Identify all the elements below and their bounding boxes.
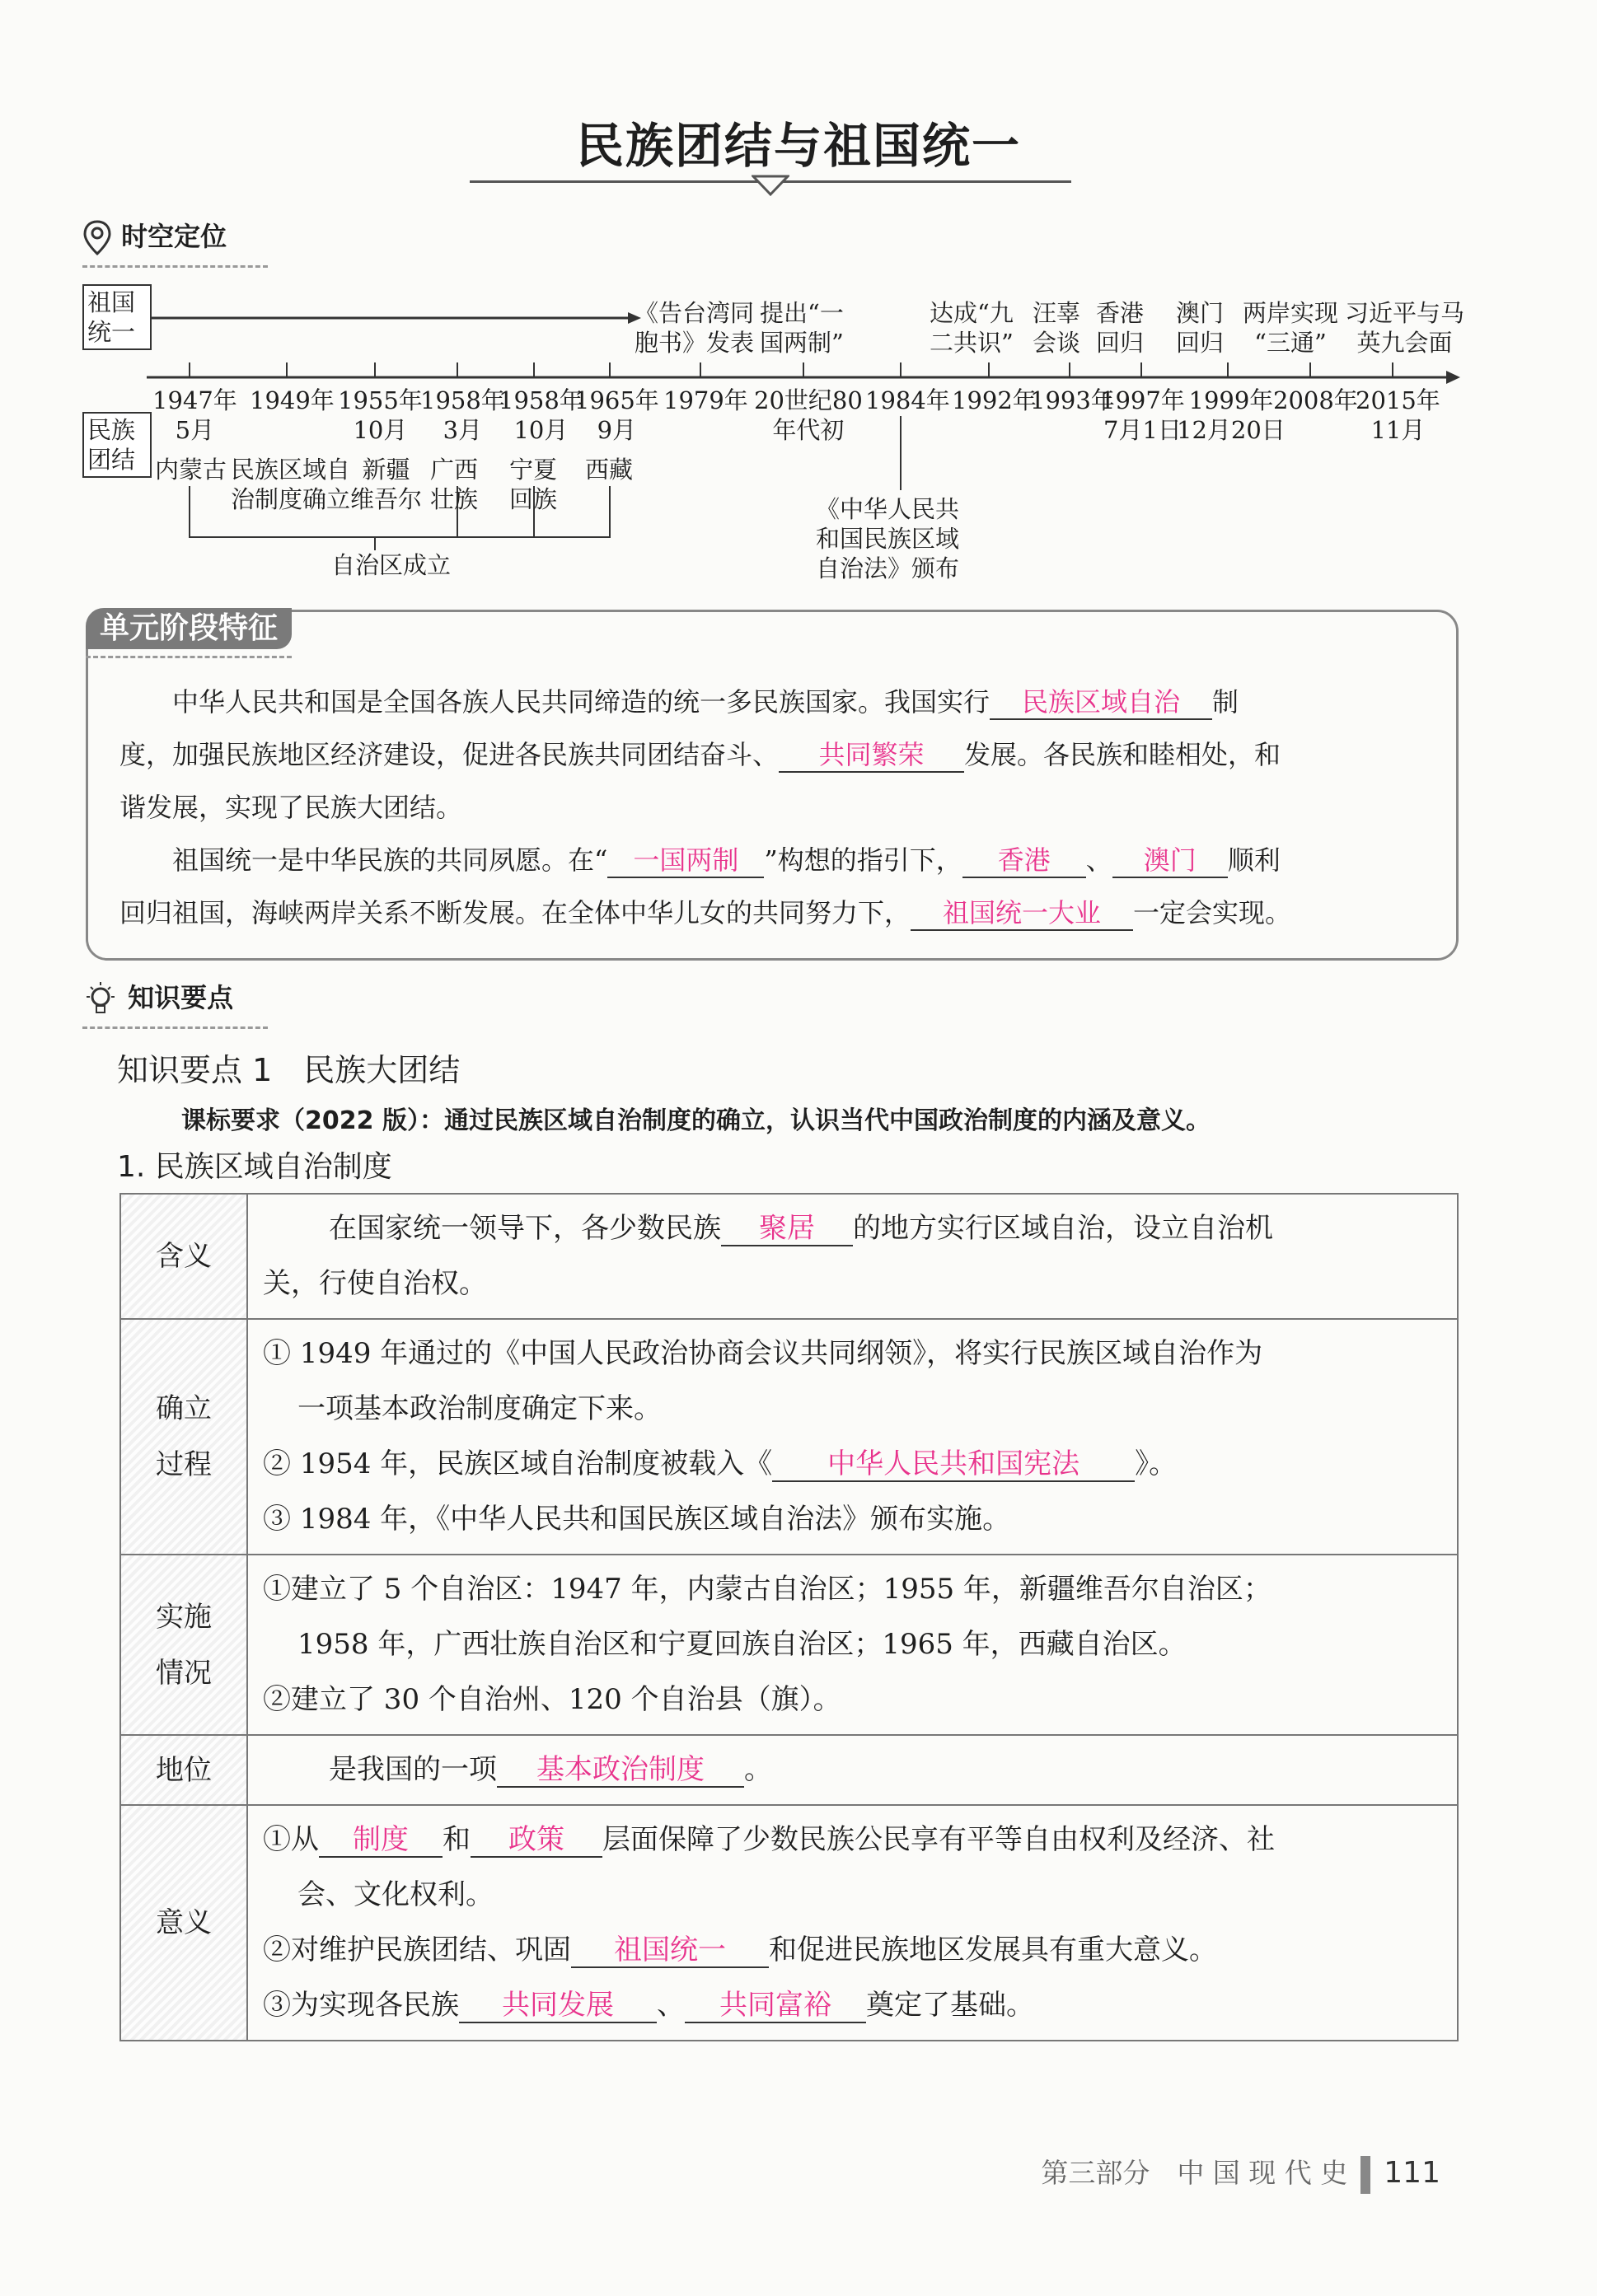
date-1980s: 20世纪80 年代初 bbox=[754, 386, 863, 444]
date-1997: 1997年 7月1日 bbox=[1100, 386, 1185, 444]
timeline-header-text: 时空定位 bbox=[121, 221, 227, 252]
date-1979: 1979年 bbox=[663, 386, 748, 414]
event-regional-autonomy-established: 民族区域自 治制度确立 bbox=[231, 456, 351, 513]
date-1984: 1984年 bbox=[865, 386, 950, 414]
stage-features-label: 单元阶段特征 bbox=[86, 608, 292, 649]
date-1958-october: 1958年 10月 bbox=[499, 386, 583, 444]
date-1965: 1965年 9月 bbox=[574, 386, 659, 444]
event-tibet: 西藏 bbox=[585, 456, 634, 484]
footer-divider bbox=[1360, 2156, 1370, 2194]
table-row bbox=[120, 1735, 1458, 1805]
date-1949: 1949年 bbox=[250, 386, 335, 414]
date-1999: 1999年 12月20日 bbox=[1177, 386, 1286, 444]
knowledge-point-title: 知识要点 1 民族大团结 bbox=[117, 1052, 461, 1088]
knowledge-section-header bbox=[82, 977, 233, 1018]
answer-blank: 共同繁荣 bbox=[779, 738, 964, 773]
autonomous-region-label: 自治区成立 bbox=[331, 551, 452, 579]
event-ningxia: 宁夏 回族 bbox=[509, 456, 558, 513]
row-content-significance: ①从 制度 和 政策 层面保障了少数民族公民享有平等自由权利及经济、社 会、文化权利。 ②对维护民族团结、巩固 祖国统一 和促进民族地区发展具有重大意义。 ③为实现各民族 共同发展 、 共同富裕 奠定了基础。 bbox=[247, 1805, 1458, 2041]
row-label-significance: 意义 bbox=[120, 1805, 247, 2041]
page-number: 111 bbox=[1384, 2156, 1440, 2190]
event-three-links: 两岸实现 “三通” bbox=[1243, 299, 1339, 357]
date-1993: 1993年 bbox=[1030, 386, 1115, 414]
answer-blank: 民族区域自治 bbox=[990, 685, 1212, 720]
row-label-implementation: 实施 情况 bbox=[120, 1555, 247, 1735]
stage-paragraph-1: 中华人民共和国是全国各族人民共同缔造的统一多民族国家。我国实行 民族区域自治 制 度，加强民族地区经济建设，促进各民族共同团结奋斗、 共同繁荣 发展。各民族和睦相处，和 谐发展，实现了民族大团结。 bbox=[119, 686, 1281, 823]
answer-blank: 基本政治制度 bbox=[497, 1753, 744, 1788]
answer-blank: 政策 bbox=[471, 1823, 602, 1858]
footer-section-name: 第三部分 中 国 现 代 史 bbox=[1041, 2157, 1348, 2189]
answer-blank: 祖国统一 bbox=[571, 1934, 769, 1968]
row-label-meaning: 含义 bbox=[120, 1194, 247, 1319]
page-footer bbox=[1041, 2152, 1440, 2194]
answer-blank: 中华人民共和国宪法 bbox=[772, 1447, 1135, 1482]
answer-blank: 香港 bbox=[962, 844, 1086, 878]
stage-paragraph-2: 祖国统一是中华民族的共同夙愿。在“ 一国两制 ”构想的指引下， 香港 、 澳门 顺利 回归祖国，海峡两岸关系不断发展。在全体中华儿女的共同努力下， 祖国统一大业 一定会实现。 bbox=[119, 834, 1430, 939]
event-xinjiang: 新疆 维吾尔 bbox=[350, 456, 423, 513]
timeline-ticks bbox=[190, 362, 1393, 377]
event-taiwan-letter: 《告台湾同 胞书》发表 bbox=[635, 299, 755, 357]
event-macau-return: 澳门 回归 bbox=[1176, 299, 1225, 357]
main-timeline-arrowhead bbox=[1446, 371, 1460, 384]
date-1992: 1992年 bbox=[952, 386, 1037, 414]
answer-blank: 制度 bbox=[319, 1823, 443, 1858]
event-autonomy-law: 《中华人民共 和国民族区域 自治法》颁布 bbox=[816, 495, 960, 582]
lightbulb-icon bbox=[82, 980, 119, 1018]
row-content-meaning: 在国家统一领导下，各少数民族 聚居 的地方实行区域自治，设立自治机 关，行使自治权。 bbox=[247, 1194, 1458, 1319]
subheading-autonomy-system: 1. 民族区域自治制度 bbox=[117, 1150, 392, 1184]
answer-blank: 聚居 bbox=[721, 1212, 853, 1246]
answer-blank: 共同富裕 bbox=[685, 1989, 866, 2023]
answer-blank: 祖国统一大业 bbox=[911, 896, 1133, 931]
row-content-process: ① 1949 年通过的《中国人民政治协商会议共同纲领》，将实行民族区域自治作为 一项基本政治制度确定下来。 ② 1954 年，民族区域自治制度被载入《 中华人民共和国宪法 》。 ③ 1984 年，《中华人民共和国民族区域自治法》颁布实施。 bbox=[247, 1319, 1458, 1555]
ethnic-row-label: 民族 团结 bbox=[82, 412, 152, 478]
table-row bbox=[120, 1319, 1458, 1555]
table-row bbox=[120, 1805, 1458, 2041]
row-content-status: 是我国的一项 基本政治制度 。 bbox=[247, 1735, 1458, 1805]
knowledge-header-text: 知识要点 bbox=[128, 982, 234, 1013]
event-hong-kong-return: 香港 回归 bbox=[1096, 299, 1145, 357]
answer-blank: 共同发展 bbox=[459, 1989, 657, 2023]
event-1992-consensus: 达成“九 二共识” bbox=[930, 299, 1014, 357]
row-label-status: 地位 bbox=[120, 1735, 247, 1805]
answer-blank: 一国两制 bbox=[607, 844, 764, 878]
event-inner-mongolia: 内蒙古 bbox=[155, 456, 227, 484]
event-xi-ma-meeting: 习近平与马 英九会面 bbox=[1345, 299, 1465, 357]
table-row bbox=[120, 1555, 1458, 1735]
date-1947: 1947年 5月 bbox=[152, 386, 237, 444]
curriculum-requirement: 课标要求（2022 版）：通过民族区域自治制度的确立，认识当代中国政治制度的内涵及意义。 bbox=[181, 1106, 1211, 1135]
event-guangxi: 广西 壮族 bbox=[430, 456, 479, 513]
table-row bbox=[120, 1194, 1458, 1319]
event-wang-koo-talks: 汪辜 会谈 bbox=[1033, 299, 1081, 357]
row-label-process: 确立 过程 bbox=[120, 1319, 247, 1555]
date-1955: 1955年 10月 bbox=[338, 386, 423, 444]
date-2015: 2015年 11月 bbox=[1356, 386, 1440, 444]
page-title: 民族团结与祖国统一 bbox=[575, 118, 1021, 174]
event-one-country-two-systems: 提出“一 国两制” bbox=[760, 299, 844, 357]
date-1958-march: 1958年 3月 bbox=[420, 386, 505, 444]
date-2008: 2008年 bbox=[1273, 386, 1358, 414]
answer-blank: 澳门 bbox=[1112, 844, 1228, 878]
autonomy-table bbox=[119, 1193, 1459, 2041]
unity-row-label: 祖国 统一 bbox=[82, 284, 152, 350]
row-content-implementation: ①建立了 5 个自治区：1947 年，内蒙古自治区；1955 年，新疆维吾尔自治区； 1958 年，广西壮族自治区和宁夏回族自治区；1965 年，西藏自治区。 ②建立了 30 个自治州、120 个自治县（旗）。 bbox=[247, 1555, 1458, 1735]
